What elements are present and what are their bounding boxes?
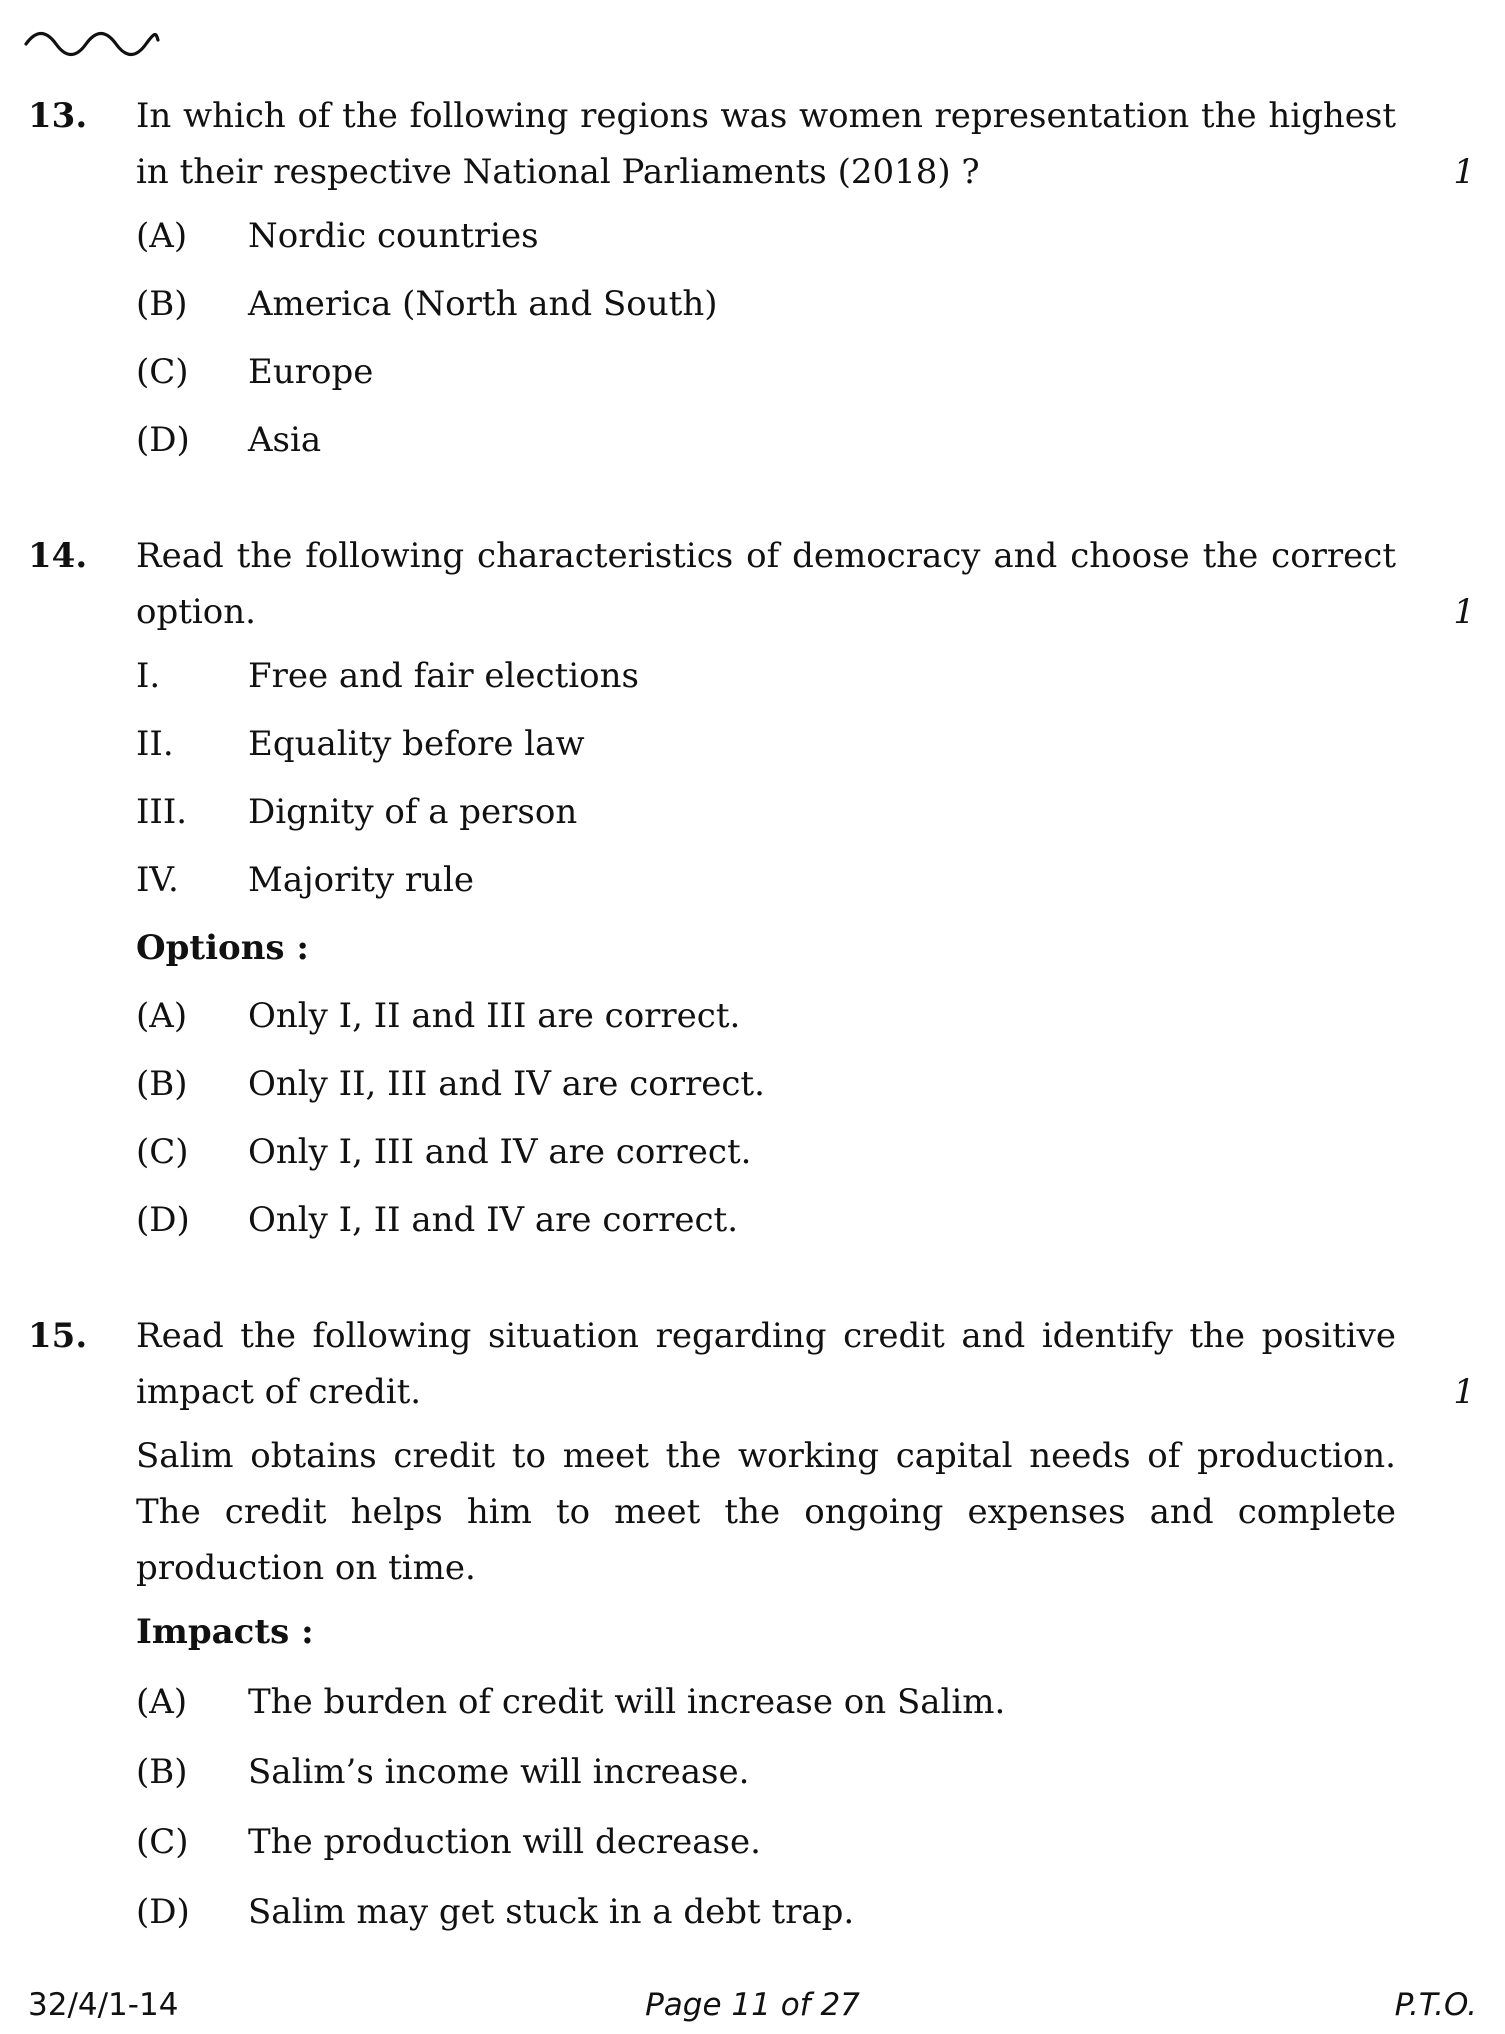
- statement-text: Free and fair elections: [248, 656, 639, 696]
- option-text: Only I, III and IV are correct.: [248, 1132, 752, 1172]
- option-text: Only II, III and IV are correct.: [248, 1064, 765, 1104]
- question-number: 14.: [28, 536, 88, 576]
- option-text: Europe: [248, 352, 374, 392]
- option-text: Nordic countries: [248, 216, 539, 256]
- option-d: [136, 1192, 738, 1248]
- option-c: [136, 1814, 761, 1870]
- situation-passage: Salim obtains credit to meet the working capital needs of production. The credit helps him to meet the ongoing expenses and complete production on time.: [136, 1436, 1396, 1588]
- option-text: Only I, II and IV are correct.: [248, 1200, 739, 1240]
- question-marks: 1: [1453, 592, 1475, 632]
- statement-ii: [136, 716, 585, 772]
- option-label: (A): [136, 996, 188, 1036]
- wavy-line-mark: [24, 24, 160, 58]
- statement-i: [136, 648, 639, 704]
- option-c: [136, 1124, 751, 1180]
- option-text: Salim may get stuck in a debt trap.: [248, 1892, 855, 1932]
- option-b: [136, 276, 718, 332]
- option-b: [136, 1744, 749, 1800]
- question-text: In which of the following regions was women representation the highest in their respective National Parliaments (2018) ?: [136, 96, 1396, 192]
- impacts-heading: Impacts :: [136, 1612, 314, 1652]
- statement-label: I.: [136, 656, 161, 696]
- options-heading: Options :: [136, 928, 309, 968]
- statement-label: II.: [136, 724, 174, 764]
- option-text: Only I, II and III are correct.: [248, 996, 741, 1036]
- option-d: [136, 1884, 854, 1940]
- statement-label: III.: [136, 792, 188, 832]
- option-text: America (North and South): [248, 284, 718, 324]
- option-label: (B): [136, 1752, 188, 1792]
- option-a: [136, 988, 740, 1044]
- question-number: 15.: [28, 1316, 88, 1356]
- question-text: Read the following situation regarding credit and identify the positive impact of credit.: [136, 1316, 1396, 1412]
- option-label: (C): [136, 1822, 189, 1862]
- option-label: (C): [136, 1132, 189, 1172]
- question-number: 13.: [28, 96, 88, 136]
- option-label: (A): [136, 1682, 188, 1722]
- option-a: [136, 208, 539, 264]
- option-label: (A): [136, 216, 188, 256]
- option-label: (B): [136, 1064, 188, 1104]
- statement-iii: [136, 784, 577, 840]
- pto-label: P.T.O.: [1394, 1987, 1477, 2023]
- option-text: The production will decrease.: [248, 1822, 761, 1862]
- option-label: (B): [136, 284, 188, 324]
- statement-label: IV.: [136, 860, 179, 900]
- page-number: Page 11 of 27: [645, 1987, 860, 2023]
- option-b: [136, 1056, 765, 1112]
- question-marks: 1: [1453, 152, 1475, 192]
- paper-code: 32/4/1-14: [28, 1987, 179, 2023]
- option-d: [136, 412, 321, 468]
- statement-text: Equality before law: [248, 724, 585, 764]
- option-label: (D): [136, 1892, 190, 1932]
- question-marks: 1: [1453, 1372, 1475, 1412]
- option-a: [136, 1674, 1005, 1730]
- statement-iv: [136, 852, 474, 908]
- option-label: (D): [136, 1200, 190, 1240]
- question-text: Read the following characteristics of democracy and choose the correct option.: [136, 536, 1396, 632]
- option-text: Asia: [248, 420, 322, 460]
- option-text: Salim’s income will increase.: [248, 1752, 750, 1792]
- statement-text: Dignity of a person: [248, 792, 578, 832]
- statement-text: Majority rule: [248, 860, 475, 900]
- option-c: [136, 344, 373, 400]
- option-label: (C): [136, 352, 189, 392]
- option-text: The burden of credit will increase on Salim.: [248, 1682, 1006, 1722]
- option-label: (D): [136, 420, 190, 460]
